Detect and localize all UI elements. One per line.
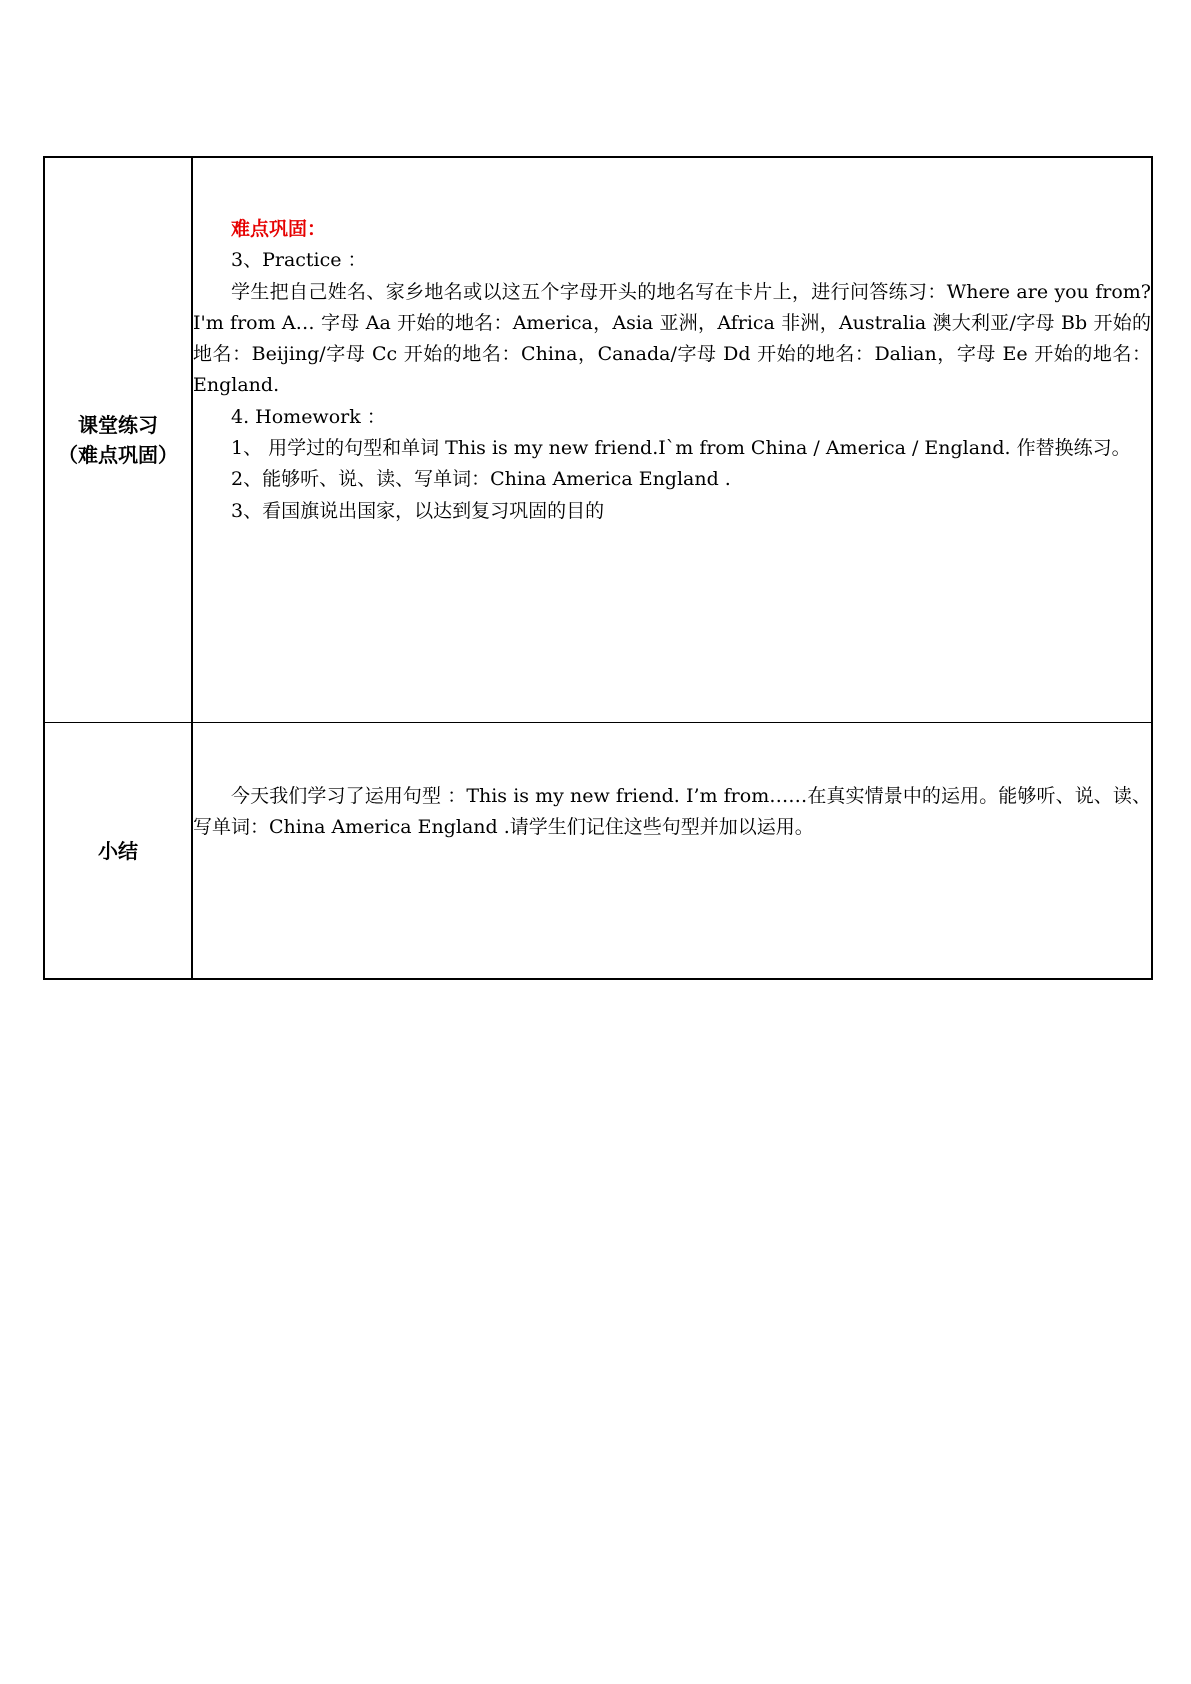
row-label-line2: （难点巩固） (58, 443, 178, 467)
paragraph: 今天我们学习了运用句型 ：This is my new friend. I’m from……在真实情景中的运用。能够听、说、读、写单词：China America England .请学生们记住这些句型并加以运用。 (193, 785, 1151, 839)
row-content-practice (192, 157, 1152, 723)
table-row-practice (44, 157, 1152, 723)
table-row-summary (44, 723, 1152, 980)
row-label-summary (44, 723, 192, 980)
paragraph: 1、 用学过的句型和单词 This is my new friend.I`m from China / America / England. 作替换练习。 (231, 437, 1131, 460)
paragraph: 2、能够听、说、读、写单词：China America England . (231, 468, 731, 491)
lesson-plan-table (43, 156, 1153, 980)
row-content-summary (192, 723, 1152, 980)
row-label-line1: 课堂练习 (78, 413, 158, 437)
section-heading: 难点巩固： (231, 218, 327, 240)
paragraph: 3、看国旗说出国家，以达到复习巩固的目的 (231, 499, 605, 522)
row-label-practice (44, 157, 192, 723)
paragraph: 4. Homework ： (231, 405, 386, 428)
paragraph: 3、Practice ： (231, 249, 367, 272)
paragraph: 学生把自己姓名、家乡地名或以这五个字母开头的地名写在卡片上，进行问答练习：Where are you from? I'm from A… 字母 Aa 开始的地名：America，Asia 亚洲，Africa 非洲，Australia 澳大利亚/字母 Bb 开始的地名：Beijing/字母 Cc 开始的地名：China，Canada/字母 Dd 开始的地名：Dalian，字母 Ee 开始的地名：England. (193, 280, 1151, 397)
row-label-line1: 小结 (98, 838, 138, 863)
